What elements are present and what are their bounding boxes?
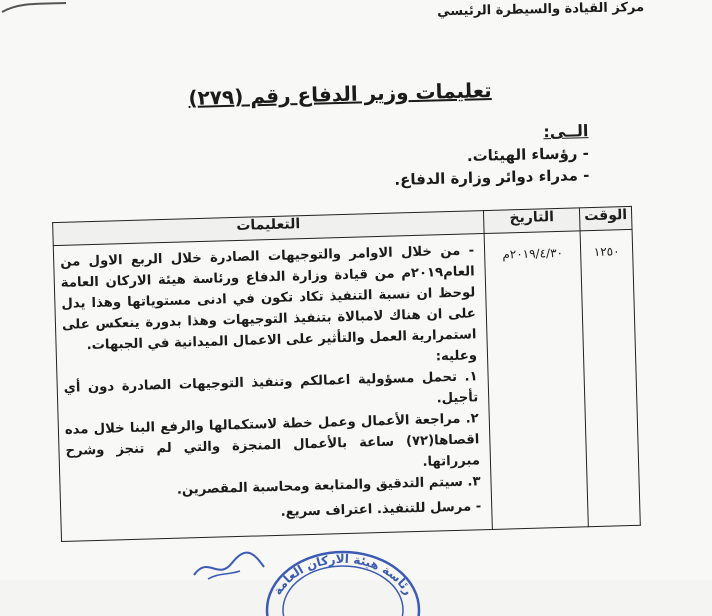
column-header-time: الوقت <box>579 206 632 230</box>
closing-note: - مرسل للتنفيذ. اعتراف سريع. <box>280 499 482 520</box>
instruction-item: ١. تحمل مسؤولية اعمالكم وتنفيذ التوجيهات الصادرة دون أي تأجيل. <box>63 369 479 407</box>
instructions-intro: - من خلال الاوامر والتوجيهات الصادرة خلال الربع الاول من العام٢٠١٩م من قيادة وزارة الدفاع ورئاسة هيئة الاركان العامة لوحظ ان نسبة التنفيذ تكاد تكون في ادنى مستوياتها وهذا يدل على ان هناك لامبالاة بتنفيذ التوجيهات وهذا بدورة ينعكس على استمرارية العمل والتأثير على الاعمال الميدانية في الجبهات. <box>60 243 477 354</box>
instruction-item: ٣. سيتم التدقيق والمتابعة ومحاسبة المقصرين. <box>176 474 481 498</box>
document-title: تعليمات وزير الدفاع رقم (٢٧٩) <box>188 78 492 110</box>
cell-instructions <box>53 234 492 542</box>
column-header-date: التاريخ <box>483 208 580 234</box>
organization-name: مركز القيادة والسيطرة الرئيسي <box>437 0 645 20</box>
corner-scribble-icon <box>0 0 70 20</box>
signature-icon <box>188 545 268 585</box>
recipient-line: - مدراء دوائر وزارة الدفاع. <box>394 166 590 189</box>
official-seal-icon <box>258 536 428 616</box>
column-header-instructions: التعليمات <box>53 211 484 246</box>
table-row <box>53 229 640 541</box>
svg-text:رئاسة هيئة الاركان العامة <box>270 552 416 598</box>
addressee-label: الــى: <box>543 121 589 142</box>
recipient-line: - رؤساء الهيئات. <box>466 144 590 166</box>
instruction-item: ٢. مراجعة الأعمال وعمل خطة لاستكمالها والرفع البنا خلال مده اقصاها(٧٢) ساعة بالأعمال المنجزة والتي لم تنجز وشرح مبرراتها. <box>64 411 481 470</box>
instructions-lead: وعليه: <box>435 348 478 365</box>
addressee-block <box>393 120 594 191</box>
instructions-table <box>52 206 641 542</box>
seal-text: رئاسة هيئة الاركان العامة <box>270 551 416 598</box>
cell-date: ٢٠١٩/٤/٣٠م <box>484 231 588 530</box>
cell-time: ١٢٥٠ <box>580 229 640 526</box>
